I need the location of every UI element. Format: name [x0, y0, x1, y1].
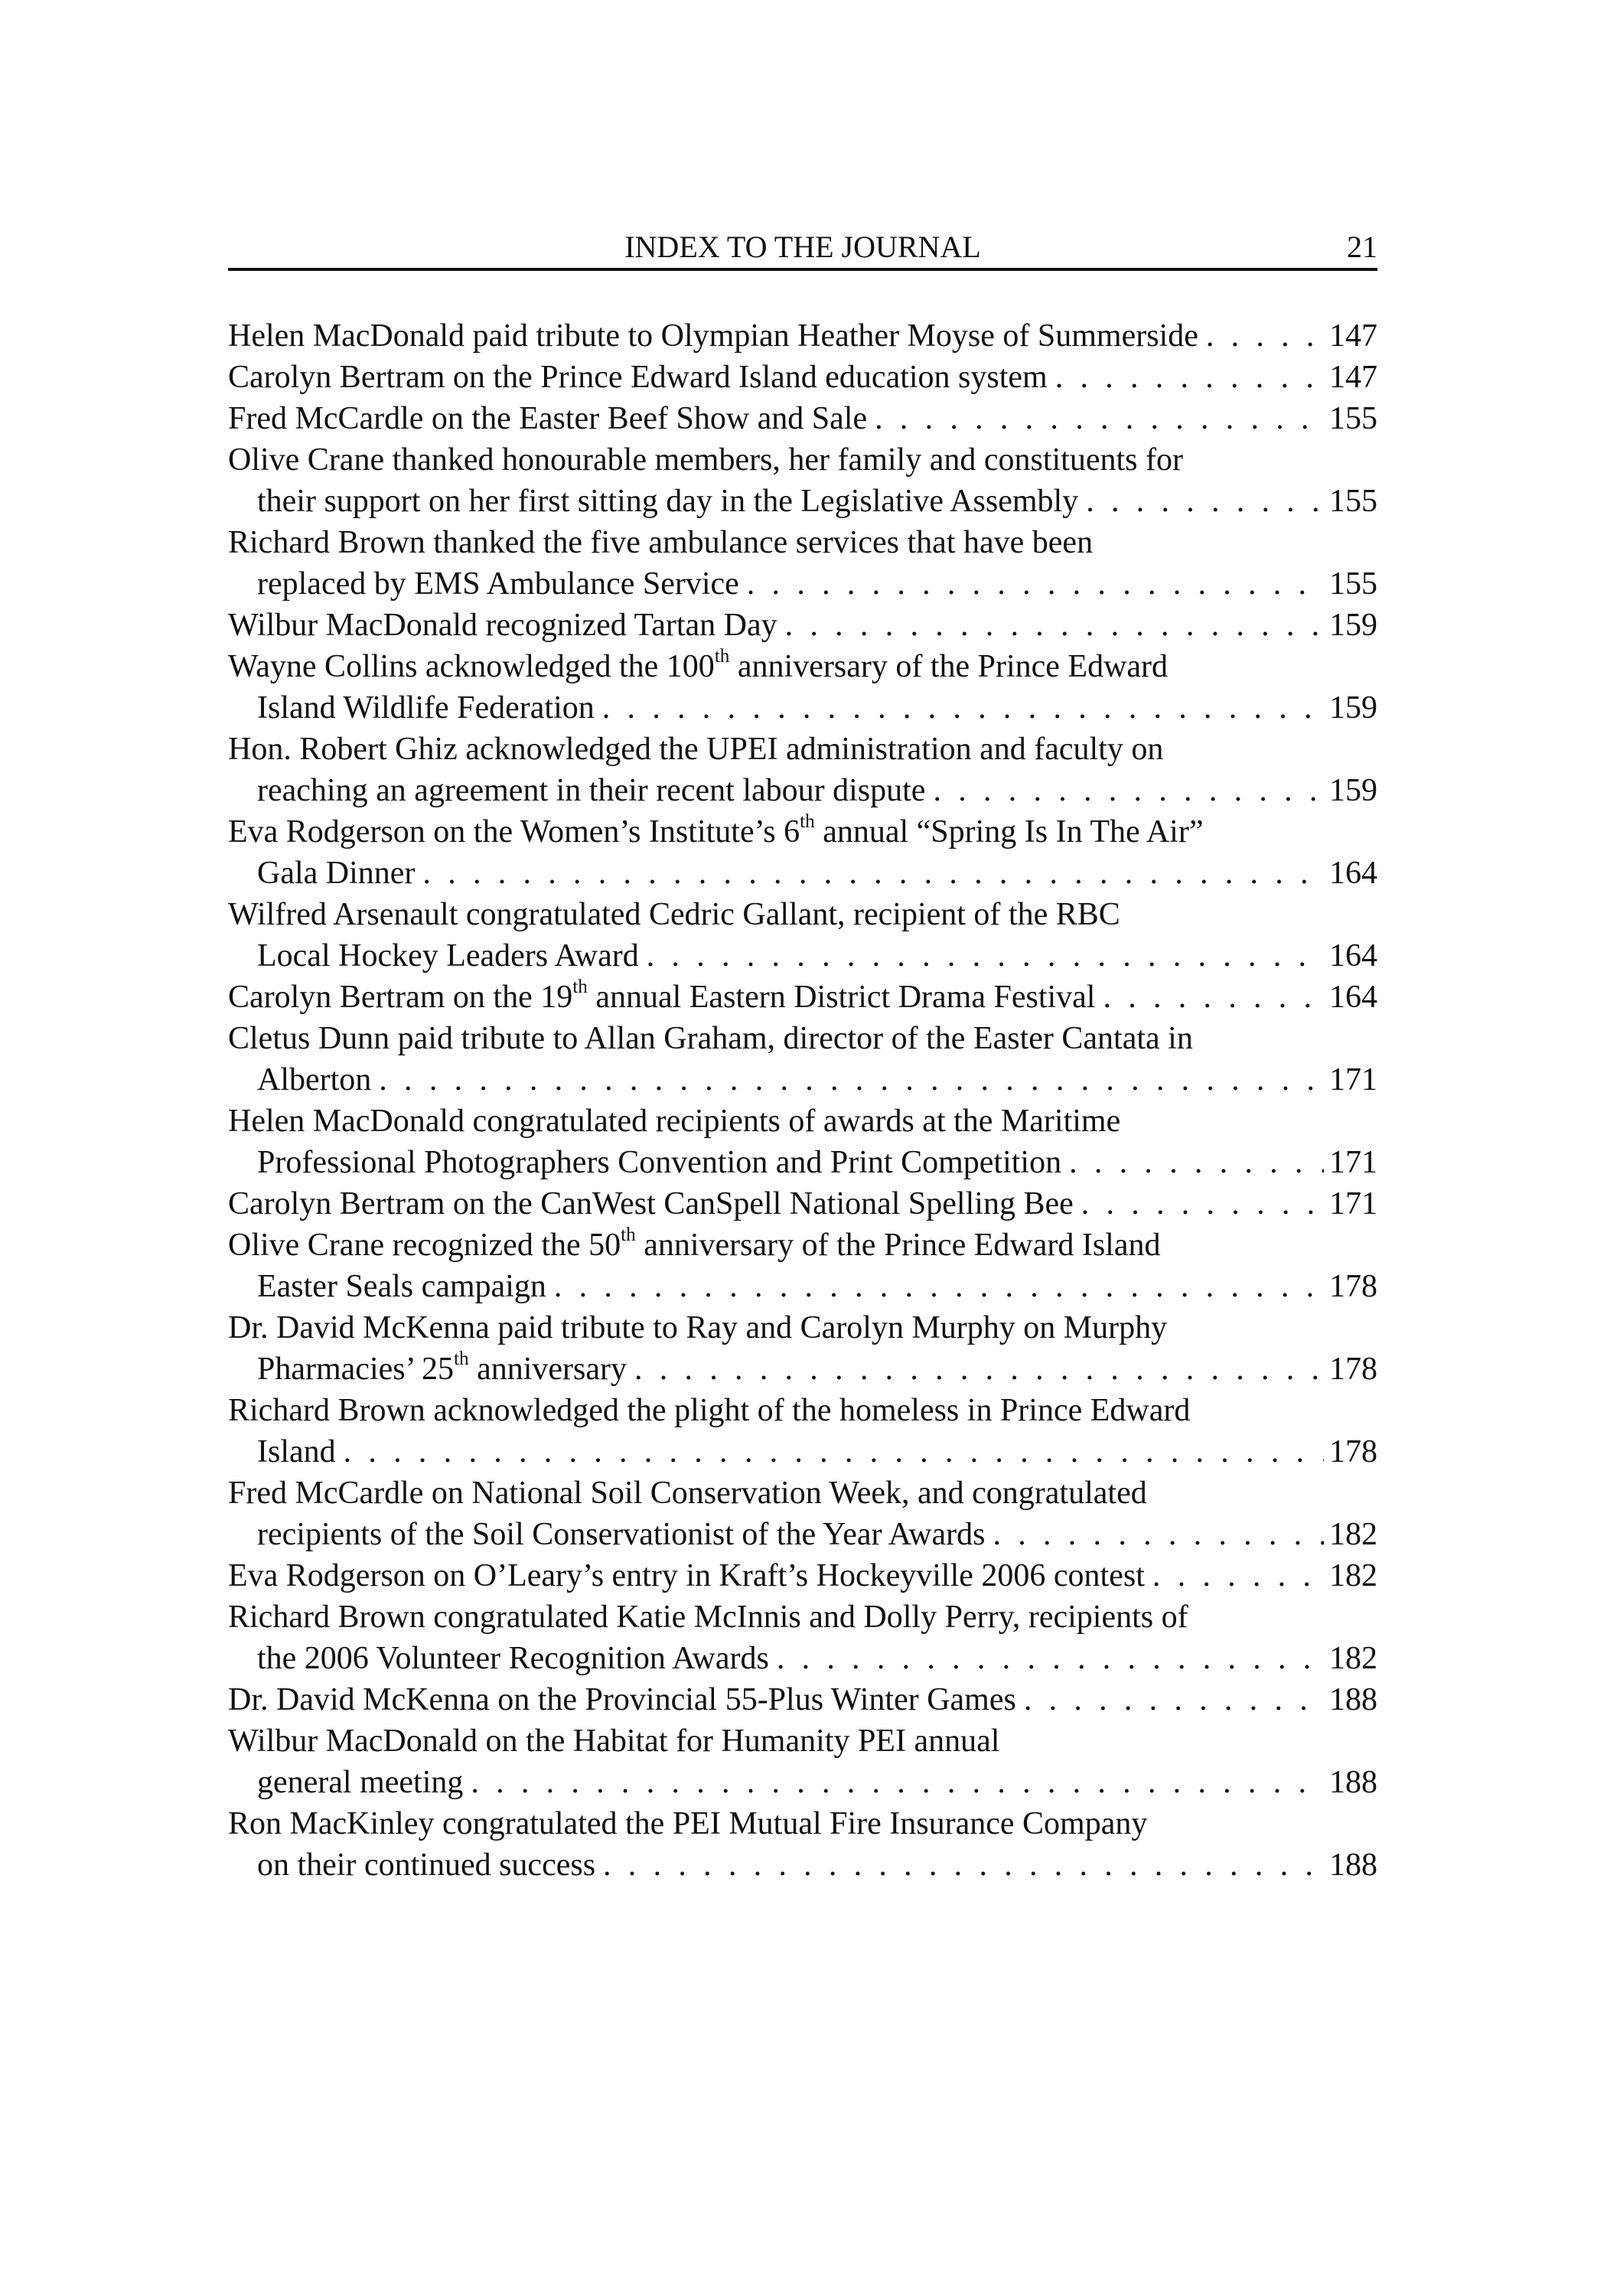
index-entry	[228, 1225, 1377, 1307]
entry-page-number: 182	[1329, 1517, 1377, 1552]
entry-text: Olive Crane recognized the 50th anniversary of the Prince Edward Island	[228, 1225, 1161, 1263]
entry-text: Wilbur MacDonald recognized Tartan Day	[228, 608, 777, 643]
journal-index-page	[228, 227, 1377, 1886]
entry-text: Hon. Robert Ghiz acknowledged the UPEI administration and faculty on	[228, 732, 1164, 767]
entry-text: Helen MacDonald congratulated recipients of awards at the Maritime	[228, 1104, 1121, 1139]
dot-leader	[422, 853, 1324, 894]
dot-leader	[1206, 315, 1324, 357]
entry-continuation-line	[228, 563, 1377, 605]
entry-text: the 2006 Volunteer Recognition Awards	[257, 1641, 769, 1676]
entry-text: Pharmacies’ 25th anniversary	[257, 1349, 627, 1387]
entry-line	[228, 1225, 1377, 1266]
entry-line	[228, 1473, 1377, 1514]
entry-text: Carolyn Bertram on the 19th annual Eastern District Drama Festival	[228, 977, 1096, 1015]
index-entry	[228, 315, 1377, 357]
entry-continuation-line	[228, 1762, 1377, 1803]
index-entry	[228, 439, 1377, 522]
index-entry	[228, 357, 1377, 398]
entry-text: general meeting	[257, 1765, 464, 1800]
entry-line	[228, 357, 1377, 398]
entry-page-number: 182	[1329, 1641, 1377, 1676]
entry-page-number: 147	[1329, 360, 1377, 395]
entry-page-number: 171	[1329, 1145, 1377, 1180]
entry-page-number: 147	[1329, 318, 1377, 354]
entry-line	[228, 398, 1377, 439]
dot-leader	[1103, 977, 1324, 1018]
index-entry	[228, 729, 1377, 811]
entry-page-number: 171	[1329, 1062, 1377, 1097]
entry-page-number: 171	[1329, 1186, 1377, 1221]
entry-line	[228, 1596, 1377, 1638]
dot-leader	[1069, 1142, 1324, 1183]
dot-leader	[1055, 357, 1324, 398]
entry-page-number: 155	[1329, 566, 1377, 602]
index-entry	[228, 398, 1377, 439]
entry-line	[228, 894, 1377, 935]
entry-line	[228, 439, 1377, 481]
index-entry	[228, 646, 1377, 729]
entry-text: Ron MacKinley congratulated the PEI Mutual Fire Insurance Company	[228, 1806, 1148, 1841]
entry-page-number: 159	[1329, 773, 1377, 808]
entry-line	[228, 1183, 1377, 1225]
entry-continuation-line	[228, 935, 1377, 977]
entry-text: Fred McCardle on National Soil Conservation Week, and congratulated	[228, 1476, 1147, 1511]
entry-text: Easter Seals campaign	[257, 1269, 546, 1304]
entry-text: Richard Brown congratulated Katie McInnis and Dolly Perry, recipients of	[228, 1600, 1188, 1635]
dot-leader	[602, 687, 1324, 729]
page-header	[228, 227, 1377, 271]
entry-line	[228, 811, 1377, 853]
entry-page-number: 188	[1329, 1682, 1377, 1717]
entry-continuation-line	[228, 687, 1377, 729]
entry-page-number: 188	[1329, 1848, 1377, 1883]
index-entry	[228, 1307, 1377, 1390]
entry-line	[228, 1679, 1377, 1720]
entry-text: Eva Rodgerson on O’Leary’s entry in Kraft’s Hockeyville 2006 contest	[228, 1558, 1145, 1593]
dot-leader	[603, 1844, 1324, 1886]
entry-continuation-line	[228, 1638, 1377, 1679]
entry-text: Island Wildlife Federation	[257, 690, 595, 726]
entry-text: their support on her first sitting day in the Legislative Assembly	[257, 484, 1079, 519]
entry-text: Carolyn Bertram on the CanWest CanSpell National Spelling Bee	[228, 1186, 1074, 1221]
dot-leader	[471, 1762, 1324, 1803]
entry-text: Wayne Collins acknowledged the 100th anniversary of the Prince Edward	[228, 646, 1169, 684]
index-entry	[228, 894, 1377, 977]
dot-leader	[379, 1059, 1324, 1101]
dot-leader	[554, 1266, 1324, 1307]
entry-page-number: 178	[1329, 1434, 1377, 1469]
entry-line	[228, 1018, 1377, 1059]
entry-text: Carolyn Bertram on the Prince Edward Island education system	[228, 360, 1048, 395]
entry-text: Richard Brown thanked the five ambulance services that have been	[228, 525, 1094, 560]
index-entry	[228, 522, 1377, 605]
index-entry	[228, 1473, 1377, 1555]
entry-line	[228, 729, 1377, 770]
index-entry	[228, 1390, 1377, 1473]
dot-leader	[1086, 481, 1324, 522]
entry-continuation-line	[228, 1142, 1377, 1183]
dot-leader	[1024, 1679, 1324, 1720]
entry-line	[228, 522, 1377, 563]
entry-page-number: 164	[1329, 856, 1377, 891]
index-entry	[228, 1596, 1377, 1679]
dot-leader	[993, 1514, 1324, 1555]
dot-leader	[1152, 1555, 1324, 1596]
entry-page-number: 155	[1329, 401, 1377, 436]
index-entry	[228, 1720, 1377, 1803]
dot-leader	[344, 1431, 1324, 1473]
entry-page-number: 188	[1329, 1765, 1377, 1800]
entry-text: Gala Dinner	[257, 856, 416, 891]
page-number: 21	[1347, 230, 1377, 264]
entry-text: Eva Rodgerson on the Women’s Institute’s 6th annual “Spring Is In The Air”	[228, 811, 1204, 850]
index-entry	[228, 1803, 1377, 1886]
entry-line	[228, 605, 1377, 646]
entry-continuation-line	[228, 1514, 1377, 1555]
entry-line	[228, 1390, 1377, 1431]
entry-continuation-line	[228, 853, 1377, 894]
entry-page-number: 159	[1329, 690, 1377, 726]
entry-page-number: 178	[1329, 1352, 1377, 1387]
entry-continuation-line	[228, 1431, 1377, 1473]
index-entry	[228, 1679, 1377, 1720]
entry-text: Richard Brown acknowledged the plight of the homeless in Prince Edward	[228, 1393, 1191, 1428]
entry-text: Island	[257, 1434, 336, 1469]
entry-text: Alberton	[257, 1062, 372, 1097]
entry-continuation-line	[228, 481, 1377, 522]
entry-page-number: 178	[1329, 1269, 1377, 1304]
index-entry	[228, 605, 1377, 646]
entry-text: Fred McCardle on the Easter Beef Show and Sale	[228, 401, 868, 436]
entry-page-number: 164	[1329, 980, 1377, 1015]
entry-text: Wilfred Arsenault congratulated Cedric Gallant, recipient of the RBC	[228, 897, 1120, 932]
entry-text: Professional Photographers Convention and Print Competition	[257, 1145, 1062, 1180]
entry-line	[228, 1803, 1377, 1844]
entry-line	[228, 1720, 1377, 1762]
entry-continuation-line	[228, 1349, 1377, 1390]
entry-text: Local Hockey Leaders Award	[257, 938, 639, 974]
index-entry	[228, 977, 1377, 1018]
entry-text: on their continued success	[257, 1848, 596, 1883]
entry-text: Dr. David McKenna paid tribute to Ray and Carolyn Murphy on Murphy	[228, 1310, 1168, 1345]
entry-line	[228, 1307, 1377, 1349]
entry-text: Cletus Dunn paid tribute to Allan Graham, director of the Easter Cantata in	[228, 1021, 1193, 1056]
entry-page-number: 164	[1329, 938, 1377, 974]
dot-leader	[634, 1349, 1324, 1390]
index-entry	[228, 811, 1377, 894]
entry-text: recipients of the Soil Conservationist of the Year Awards	[257, 1517, 986, 1552]
entry-text: Dr. David McKenna on the Provincial 55-Plus Winter Games	[228, 1682, 1016, 1717]
entry-continuation-line	[228, 770, 1377, 811]
entry-page-number: 182	[1329, 1558, 1377, 1593]
entry-text: replaced by EMS Ambulance Service	[257, 566, 739, 602]
entry-line	[228, 1555, 1377, 1596]
entry-continuation-line	[228, 1266, 1377, 1307]
dot-leader	[647, 935, 1324, 977]
dot-leader	[1081, 1183, 1324, 1225]
entry-line	[228, 977, 1377, 1018]
entry-page-number: 155	[1329, 484, 1377, 519]
index-entry	[228, 1101, 1377, 1183]
index-entry	[228, 1018, 1377, 1101]
dot-leader	[875, 398, 1324, 439]
dot-leader	[747, 563, 1324, 605]
entry-continuation-line	[228, 1059, 1377, 1101]
index-entry	[228, 1183, 1377, 1225]
entry-page-number: 159	[1329, 608, 1377, 643]
entry-text: Wilbur MacDonald on the Habitat for Humanity PEI annual	[228, 1724, 1000, 1759]
dot-leader	[785, 605, 1324, 646]
dot-leader	[777, 1638, 1324, 1679]
index-entry	[228, 1555, 1377, 1596]
entry-text: reaching an agreement in their recent labour dispute	[257, 773, 926, 808]
entry-continuation-line	[228, 1844, 1377, 1886]
entry-line	[228, 646, 1377, 687]
running-title: INDEX TO THE JOURNAL	[624, 230, 981, 264]
entry-text: Helen MacDonald paid tribute to Olympian Heather Moyse of Summerside	[228, 318, 1198, 354]
dot-leader	[933, 770, 1324, 811]
entry-text: Olive Crane thanked honourable members, her family and constituents for	[228, 442, 1183, 478]
entry-line	[228, 315, 1377, 357]
entry-line	[228, 1101, 1377, 1142]
index-entries	[228, 315, 1377, 1886]
